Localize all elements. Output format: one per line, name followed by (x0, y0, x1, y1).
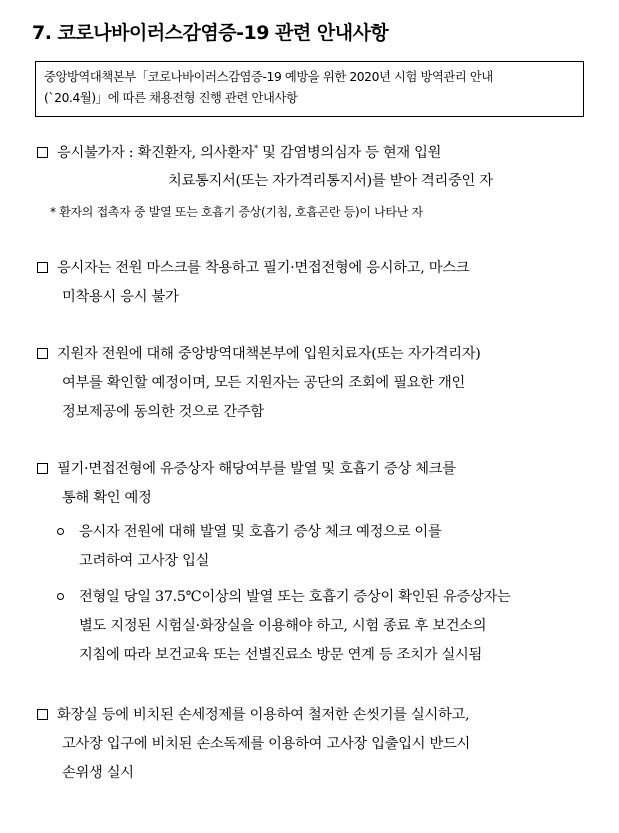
notice-line-2: (`20.4월)」에 따른 채용전형 진행 관련 안내사항 (44, 91, 298, 105)
bullet-circle-icon (57, 528, 64, 535)
item-4-line-1: 필기·면접전형에 유증상자 해당여부를 발열 및 호흡기 증상 체크를 (57, 461, 456, 477)
item-3-line-3: 정보제공에 동의한 것으로 간주함 (62, 404, 264, 420)
checkbox-icon (37, 348, 48, 359)
item-3-line-1: 지원자 전원에 대해 중앙방역대책본부에 입원치료자(또는 자가격리자) (57, 346, 481, 362)
bullet-circle-icon (57, 593, 64, 600)
item-4-sub-2-line-1: 전형일 당일 37.5℃이상의 발열 또는 호흡기 증상이 확인된 유증상자는 (79, 589, 511, 605)
checkbox-icon (37, 262, 48, 273)
item-2-line-1: 응시자는 전원 마스크를 착용하고 필기·면접전형에 응시하고, 마스크 (57, 260, 470, 276)
item-1-line-1: 응시불가자 : 확진환자, 의사환자* 및 감염병의심자 등 현재 입원 (57, 144, 442, 161)
checkbox-icon (37, 147, 48, 158)
notice-box (35, 61, 584, 117)
section-title: 7. 코로나바이러스감염증-19 관련 안내사항 (32, 22, 389, 44)
item-4-line-2: 통해 확인 예정 (62, 490, 152, 506)
item-4-sub-1-line-2: 고려하여 고사장 입실 (79, 553, 210, 569)
notice-line-1: 중앙방역대책본부「코로나바이러스감염증-19 예방을 위한 2020년 시험 방역관리 안내 (44, 70, 493, 84)
checkbox-icon (37, 709, 48, 720)
item-4-sub-2-line-2: 별도 지정된 시험실·화장실을 이용해야 하고, 시험 종료 후 보건소의 (79, 618, 487, 634)
item-4-sub-2-line-3: 지침에 따라 보건교육 또는 선별진료소 방문 연계 등 조치가 실시됨 (79, 647, 482, 663)
item-5-line-3: 손위생 실시 (62, 765, 134, 781)
item-5-line-2: 고사장 입구에 비치된 손소독제를 이용하여 고사장 입출입시 반드시 (62, 736, 471, 752)
item-1-footnote: * 환자의 접촉자 중 발열 또는 호흡기 증상(기침, 호흡곤란 등)이 나타난 자 (50, 205, 423, 219)
checkbox-icon (37, 463, 48, 474)
item-2-line-2: 미착용시 응시 불가 (62, 289, 179, 305)
item-5-line-1: 화장실 등에 비치된 손세정제를 이용하여 철저한 손씻기를 실시하고, (57, 707, 470, 723)
item-3-line-2: 여부를 확인할 예정이며, 모든 지원자는 공단의 조회에 필요한 개인 (62, 375, 465, 391)
item-4-sub-1-line-1: 응시자 전원에 대해 발열 및 호흡기 증상 체크 예정으로 이를 (79, 524, 442, 540)
item-1-line-2: 치료통지서(또는 자가격리통지서)를 받아 격리중인 자 (168, 173, 493, 189)
